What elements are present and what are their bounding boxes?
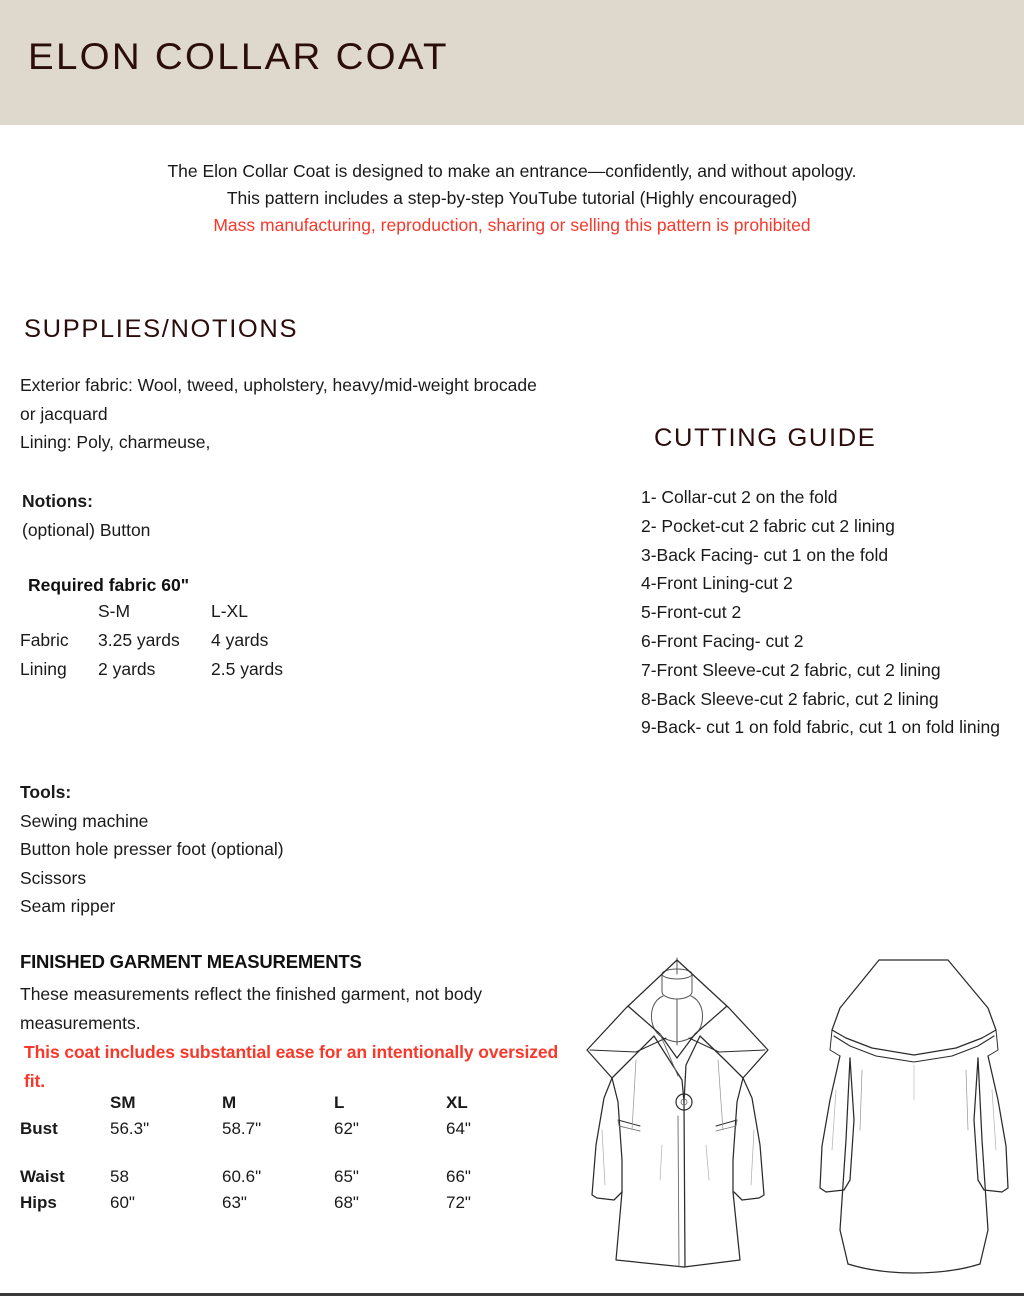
meas-row-waist-sm: 58: [110, 1167, 129, 1186]
list-item: 2- Pocket-cut 2 fabric cut 2 lining: [641, 515, 895, 536]
required-fabric-table: [20, 601, 331, 688]
table-row: [20, 1119, 558, 1145]
table-row: [20, 1193, 558, 1219]
supplies-notions-heading: SUPPLIES/NOTIONS: [24, 315, 299, 343]
meas-col-m: M: [222, 1093, 237, 1112]
finished-measurements-warning: This coat includes substantial ease for an intentionally oversized fit.: [24, 1042, 559, 1091]
table-row: [20, 1167, 558, 1193]
req-row-lining-sm: 2 yards: [98, 659, 156, 679]
list-item: 1- Collar-cut 2 on the fold: [641, 487, 838, 507]
req-col-sm: S-M: [98, 601, 131, 621]
list-item: 9-Back- cut 1 on fold fabric, cut 1 on fold lining: [641, 717, 1000, 738]
list-item: 4-Front Lining-cut 2: [641, 573, 793, 594]
lining-fabric-line: Lining: Poly, charmeuse,: [20, 432, 211, 452]
intro-line-2: This pattern includes a step-by-step YouTube tutorial (Highly encouraged): [226, 188, 798, 208]
intro-line-1: The Elon Collar Coat is designed to make an entrance—confidently, and without apology.: [167, 161, 857, 181]
exterior-fabric-line-2: or jacquard: [20, 403, 108, 424]
finished-measurements-note: These measurements reflect the finished garment, not body measurements.: [20, 984, 483, 1033]
tools-label: Tools:: [20, 782, 72, 802]
table-row-header: [20, 1093, 558, 1119]
list-item: Scissors: [20, 867, 87, 888]
meas-row-bust-l: 62": [334, 1119, 359, 1138]
req-row-fabric-label: Fabric: [20, 630, 69, 650]
notions-value: (optional) Button: [22, 519, 151, 540]
req-row-lining-label: Lining: [20, 659, 67, 679]
required-fabric-title: Required fabric 60": [28, 575, 189, 595]
meas-row-waist-l: 65": [334, 1167, 359, 1186]
list-item: Sewing machine: [20, 810, 149, 831]
meas-col-xl: XL: [446, 1093, 468, 1112]
meas-col-sm: SM: [110, 1093, 136, 1112]
req-row-fabric-lxl: 4 yards: [211, 630, 269, 650]
list-item: 8-Back Sleeve-cut 2 fabric, cut 2 lining: [641, 688, 939, 709]
list-item: 7-Front Sleeve-cut 2 fabric, cut 2 lining: [641, 659, 941, 680]
intro-paragraph: [0, 158, 1024, 239]
list-item: Seam ripper: [20, 896, 116, 916]
req-row-fabric-sm: 3.25 yards: [98, 630, 180, 650]
meas-row-hips-xl: 72": [446, 1193, 471, 1212]
table-row-spacer: [20, 1145, 558, 1167]
exterior-fabric-line-1: Exterior fabric: Wool, tweed, upholstery, heavy/mid-weight brocade: [20, 375, 537, 395]
tools-block: [20, 778, 284, 921]
meas-row-hips-sm: 60": [110, 1193, 135, 1212]
finished-measurements-heading: FINISHED GARMENT MEASUREMENTS: [20, 951, 362, 972]
meas-row-waist-xl: 66": [446, 1167, 471, 1186]
meas-row-hips-label: Hips: [20, 1193, 57, 1212]
meas-row-waist-label: Waist: [20, 1167, 65, 1186]
coat-front-view-icon: [587, 958, 768, 1267]
list-item: 3-Back Facing- cut 1 on the fold: [641, 544, 889, 565]
coat-illustrations: [566, 930, 1024, 1290]
meas-col-label: [20, 1093, 110, 1119]
req-row-lining-lxl: 2.5 yards: [211, 659, 283, 679]
cutting-guide-list: [641, 483, 1021, 742]
meas-row-hips-m: 63": [222, 1193, 247, 1212]
meas-row-bust-label: Bust: [20, 1119, 58, 1138]
header-band: [0, 0, 1024, 125]
req-col-label: [20, 601, 98, 630]
req-col-lxl: L-XL: [211, 601, 248, 621]
list-item: Button hole presser foot (optional): [20, 839, 284, 859]
meas-row-bust-xl: 64": [446, 1119, 471, 1138]
meas-row-bust-m: 58.7": [222, 1119, 262, 1138]
list-item: 5-Front-cut 2: [641, 602, 742, 623]
list-item: 6-Front Facing- cut 2: [641, 630, 804, 651]
coat-back-view-icon: [820, 960, 1008, 1273]
table-row-header: [20, 601, 331, 630]
intro-copyright-warning: Mass manufacturing, reproduction, sharing or selling this pattern is prohibited: [213, 215, 811, 235]
table-row: [20, 659, 331, 688]
fabric-description-block: [20, 371, 620, 457]
spacer-cell: [20, 1145, 558, 1167]
meas-col-l: L: [334, 1093, 345, 1112]
table-row: [20, 630, 331, 659]
coat-technical-flats-svg: [566, 930, 1024, 1290]
page-title: ELON COLLAR COAT: [28, 36, 449, 77]
finished-measurements-table: [20, 1093, 558, 1219]
cutting-guide-heading: CUTTING GUIDE: [654, 424, 877, 452]
meas-row-hips-l: 68": [334, 1193, 359, 1212]
notions-block: [22, 487, 150, 544]
notions-label: Notions:: [22, 491, 93, 511]
meas-row-waist-m: 60.6": [222, 1167, 262, 1186]
meas-row-bust-sm: 56.3": [110, 1119, 150, 1138]
